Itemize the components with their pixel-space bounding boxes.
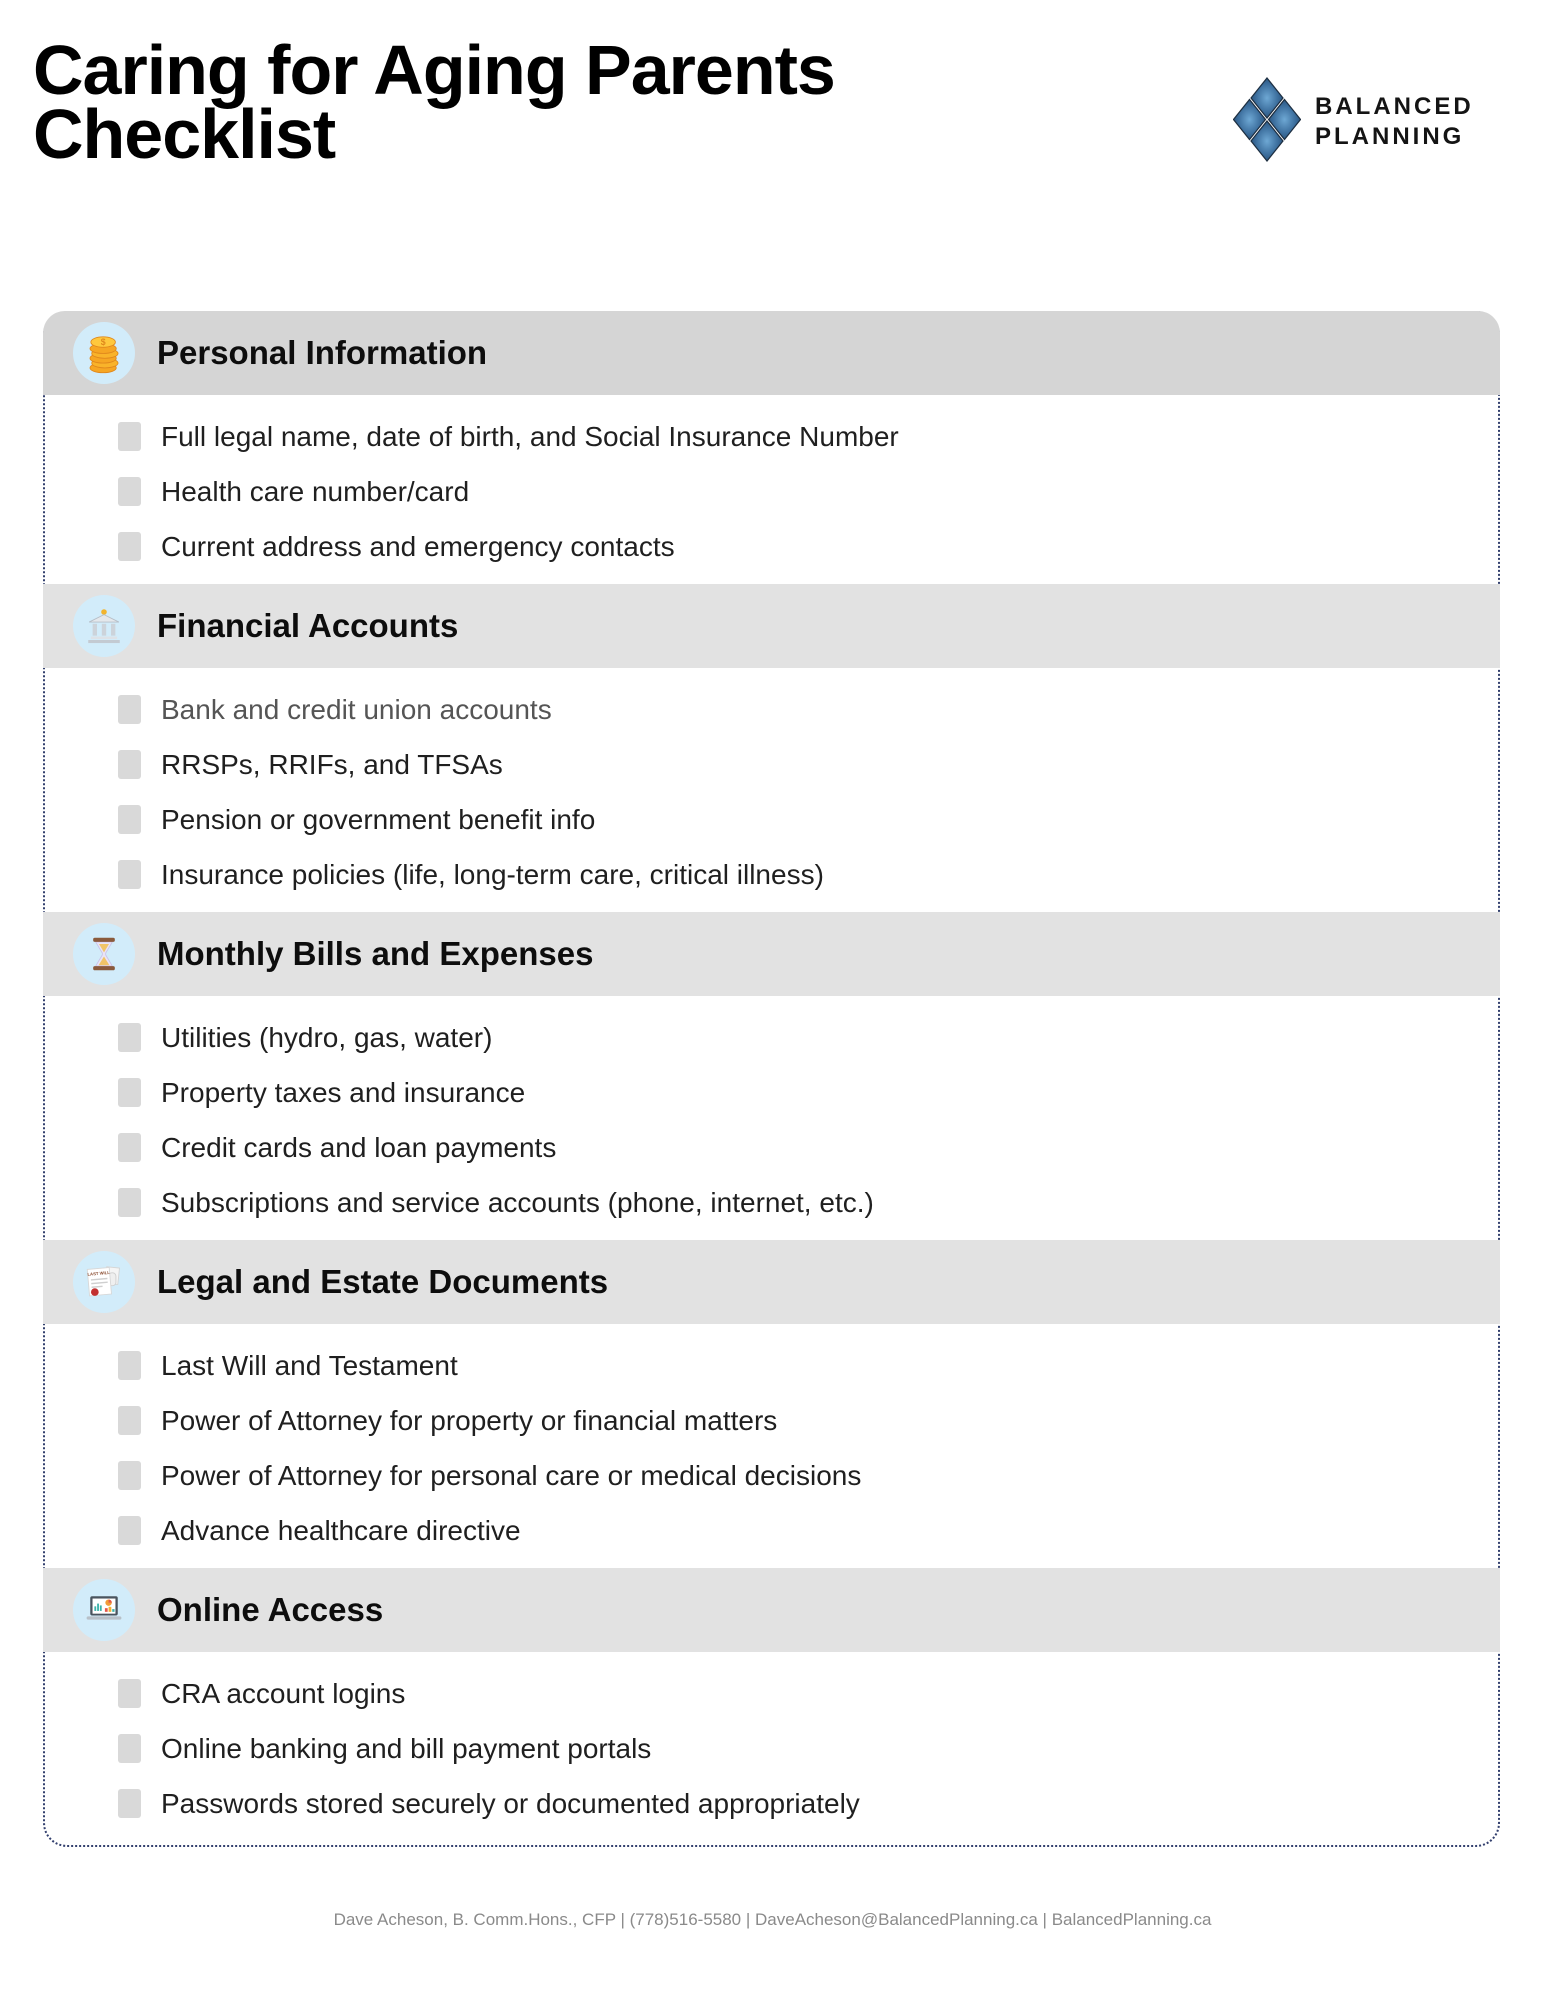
logo-line1: BALANCED bbox=[1315, 92, 1474, 120]
svg-text:$: $ bbox=[100, 337, 106, 348]
checklist-item-label: Online banking and bill payment portals bbox=[161, 1732, 652, 1764]
section-personal-information bbox=[45, 311, 1498, 584]
page-title: Caring for Aging Parents Checklist bbox=[33, 31, 835, 173]
checklist-item-label: CRA account logins bbox=[161, 1677, 406, 1709]
checklist-item bbox=[45, 1721, 1498, 1776]
checklist-item bbox=[45, 1338, 1498, 1393]
section-title: Legal and Estate Documents bbox=[157, 1263, 609, 1300]
checkbox[interactable] bbox=[118, 1406, 141, 1435]
checklist-item-label: Current address and emergency contacts bbox=[161, 530, 675, 562]
section-header-financial-accounts bbox=[43, 584, 1500, 668]
checkbox[interactable] bbox=[118, 695, 141, 724]
bank-icon bbox=[73, 595, 135, 657]
section-title: Personal Information bbox=[157, 334, 488, 371]
diamond-cluster-icon bbox=[1233, 76, 1301, 167]
checkbox[interactable] bbox=[118, 1734, 141, 1763]
checkbox[interactable] bbox=[118, 532, 141, 561]
checkbox[interactable] bbox=[118, 1133, 141, 1162]
section-items bbox=[45, 996, 1498, 1240]
checklist-item-label: Credit cards and loan payments bbox=[161, 1131, 557, 1163]
checklist-item-label: Health care number/card bbox=[161, 475, 470, 507]
section-financial-accounts bbox=[45, 584, 1498, 912]
checklist-item-label: Pension or government benefit info bbox=[161, 803, 596, 835]
checkbox[interactable] bbox=[118, 1461, 141, 1490]
checklist-item bbox=[45, 409, 1498, 464]
checklist-item bbox=[45, 792, 1498, 847]
checklist-item bbox=[45, 847, 1498, 902]
section-online-access bbox=[45, 1568, 1498, 1841]
checklist-item-label: Insurance policies (life, long-term care, critical illness) bbox=[161, 858, 824, 890]
checklist-item-label: Bank and credit union accounts bbox=[161, 693, 552, 725]
section-legal-estate bbox=[45, 1240, 1498, 1568]
checkbox[interactable] bbox=[118, 422, 141, 451]
checklist-item bbox=[45, 1065, 1498, 1120]
checklist-item bbox=[45, 464, 1498, 519]
balanced-planning-logo bbox=[1233, 76, 1474, 167]
checklist-item-label: Utilities (hydro, gas, water) bbox=[161, 1021, 493, 1053]
section-title: Online Access bbox=[157, 1591, 384, 1628]
logo-line2: PLANNING bbox=[1315, 122, 1465, 150]
section-header-online-access bbox=[43, 1568, 1500, 1652]
checkbox[interactable] bbox=[118, 860, 141, 889]
checklist-item-label: Property taxes and insurance bbox=[161, 1076, 526, 1108]
checkbox[interactable] bbox=[118, 1023, 141, 1052]
checklist-item-label: Advance healthcare directive bbox=[161, 1514, 521, 1546]
checklist-item-label: Power of Attorney for property or financial matters bbox=[161, 1404, 778, 1436]
checklist-item-label: Full legal name, date of birth, and Social Insurance Number bbox=[161, 420, 899, 452]
checklist-item bbox=[45, 519, 1498, 574]
checklist-item bbox=[45, 1448, 1498, 1503]
section-items bbox=[45, 668, 1498, 912]
section-items bbox=[45, 1324, 1498, 1568]
section-title: Financial Accounts bbox=[157, 607, 459, 644]
logo-wordmark bbox=[1315, 92, 1474, 152]
checkbox[interactable] bbox=[118, 1188, 141, 1217]
checklist-item bbox=[45, 1776, 1498, 1831]
checklist-item-label: Passwords stored securely or documented appropriately bbox=[161, 1787, 860, 1819]
checklist-item bbox=[45, 1503, 1498, 1558]
section-header-legal-estate bbox=[43, 1240, 1500, 1324]
checklist-item-label: Power of Attorney for personal care or medical decisions bbox=[161, 1459, 862, 1491]
coins-icon bbox=[73, 322, 135, 384]
last-will-icon bbox=[73, 1251, 135, 1313]
checkbox[interactable] bbox=[118, 477, 141, 506]
section-items bbox=[45, 395, 1498, 584]
checklist-item-label: Last Will and Testament bbox=[161, 1349, 458, 1381]
section-monthly-bills bbox=[45, 912, 1498, 1240]
footer-contact-info: Dave Acheson, B. Comm.Hons., CFP | (778)516-5580 | DaveAcheson@BalancedPlanning.ca | BalancedPlanning.ca bbox=[333, 1910, 1212, 1929]
svg-text:LAST WILL: LAST WILL bbox=[87, 1269, 111, 1277]
section-title: Monthly Bills and Expenses bbox=[157, 935, 594, 972]
checklist-item bbox=[45, 1175, 1498, 1230]
checklist-item bbox=[45, 1393, 1498, 1448]
checklist-item bbox=[45, 1120, 1498, 1175]
checklist-item-label: RRSPs, RRIFs, and TFSAs bbox=[161, 748, 503, 780]
checklist-container bbox=[43, 311, 1500, 1847]
checkbox[interactable] bbox=[118, 1679, 141, 1708]
checklist-item bbox=[45, 737, 1498, 792]
section-header-monthly-bills bbox=[43, 912, 1500, 996]
laptop-charts-icon bbox=[73, 1579, 135, 1641]
hourglass-icon bbox=[73, 923, 135, 985]
checklist-item bbox=[45, 1010, 1498, 1065]
checkbox[interactable] bbox=[118, 750, 141, 779]
checkbox[interactable] bbox=[118, 805, 141, 834]
checklist-item bbox=[45, 682, 1498, 737]
checklist-item-label: Subscriptions and service accounts (phone, internet, etc.) bbox=[161, 1186, 874, 1218]
checklist-item bbox=[45, 1666, 1498, 1721]
checkbox[interactable] bbox=[118, 1516, 141, 1545]
section-items bbox=[45, 1652, 1498, 1841]
checkbox[interactable] bbox=[118, 1078, 141, 1107]
section-header-personal-information bbox=[43, 311, 1500, 395]
checkbox[interactable] bbox=[118, 1351, 141, 1380]
checkbox[interactable] bbox=[118, 1789, 141, 1818]
